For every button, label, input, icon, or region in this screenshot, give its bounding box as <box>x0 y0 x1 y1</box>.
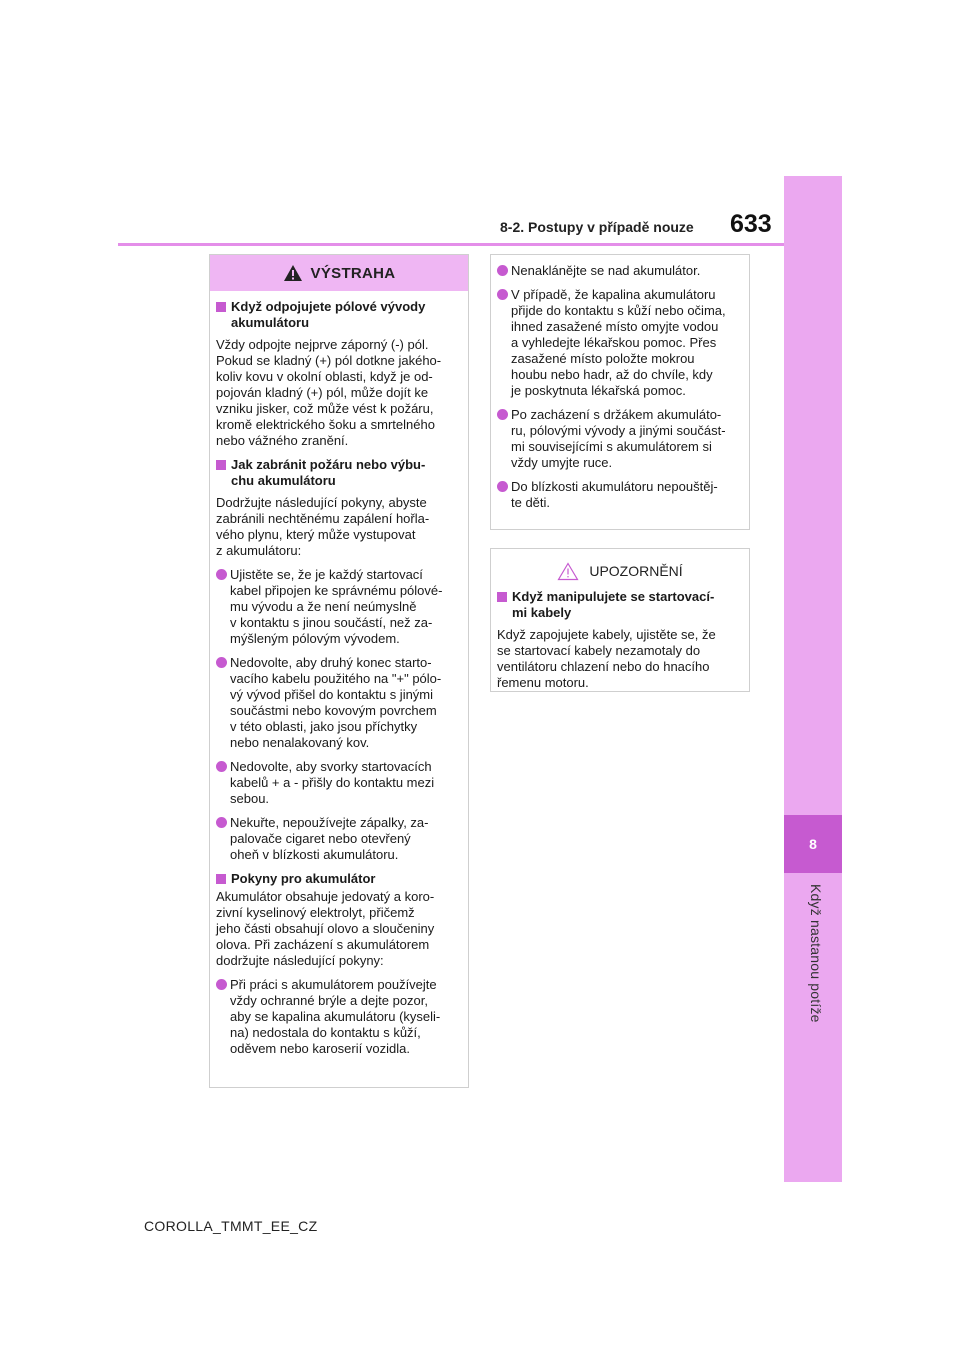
text-line: Nedovolte, aby druhý konec starto- <box>230 655 432 670</box>
bullet-dot-icon <box>216 761 227 772</box>
square-bullet-icon <box>497 592 507 602</box>
text-line: Nedovolte, aby svorky startovacích <box>230 759 432 774</box>
page-number: 633 <box>730 210 772 238</box>
bullet-dot-icon <box>216 979 227 990</box>
text-line: zivní kyselinový elektrolyt, přičemž <box>216 905 415 920</box>
text-line: kabelů + a - přišly do kontaktu mezi <box>230 775 435 790</box>
bullet-item <box>497 263 745 279</box>
heading-lines <box>231 871 375 887</box>
text-line: součástmi nebo kovovým povrchem <box>230 703 437 718</box>
bullet-text <box>230 567 442 647</box>
chapter-number: 8 <box>784 815 842 873</box>
bullet-item <box>216 567 464 647</box>
text-line: akumulátoru <box>231 315 310 330</box>
text-line: zabránili nechtěnému zapálení hořla- <box>216 511 430 526</box>
bullet-text <box>511 407 726 471</box>
warning-triangle-icon <box>283 264 303 282</box>
bullet-dot-icon <box>497 409 508 420</box>
text-line: te děti. <box>511 495 551 510</box>
text-line: vzniku jisker, což může vést k požáru, <box>216 401 434 416</box>
text-line: Po zacházení s držákem akumuláto- <box>511 407 722 422</box>
text-line: mýšleným pólovým vývodem. <box>230 631 400 646</box>
bullet-text <box>511 263 700 279</box>
text-line: vého plynu, který může vystupovat <box>216 527 416 542</box>
warning-section1-text <box>216 337 464 449</box>
text-line: nebo vážného zranění. <box>216 433 349 448</box>
document-code: COROLLA_TMMT_EE_CZ <box>144 1218 318 1234</box>
text-line: aby se kapalina akumulátoru (kyseli- <box>230 1009 441 1024</box>
warning-section2-text <box>216 495 464 559</box>
text-line: kabel připojen ke správnému pólové- <box>230 583 443 598</box>
header-rule <box>118 243 784 246</box>
bullet-item <box>216 815 464 863</box>
text-line: koliv kovu v okolní oblasti, když je od- <box>216 369 433 384</box>
text-line: přijde do kontaktu s kůží nebo očima, <box>511 303 726 318</box>
text-line: Ujistěte se, že je každý startovací <box>230 567 423 582</box>
text-line: V případě, že kapalina akumulátoru <box>511 287 716 302</box>
text-line: pojován kladný (+) pól, může dojít ke <box>216 385 429 400</box>
text-line: mi kabely <box>512 605 572 620</box>
text-line: ventilátoru chlazení nebo do hnacího <box>497 659 710 674</box>
warning-box <box>209 254 469 1088</box>
text-line: sebou. <box>230 791 270 806</box>
warning-continued-box <box>490 254 750 530</box>
text-line: nebo nenalakovaný kov. <box>230 735 370 750</box>
text-line: ihned zasažené místo omyjte vodou <box>511 319 719 334</box>
heading-lines <box>231 457 425 489</box>
bullet-dot-icon <box>497 289 508 300</box>
section-title: 8-2. Postupy v případě nouze <box>500 219 694 235</box>
text-line: olova. Při zacházení s akumulátorem <box>216 937 430 952</box>
square-bullet-icon <box>216 460 226 470</box>
bullet-item <box>216 759 464 807</box>
text-line: Když odpojujete pólové vývody <box>231 299 426 314</box>
chapter-title: Když nastanou potíže <box>808 884 824 1023</box>
text-line: kromě elektrického šoku a smrtelného <box>216 417 435 432</box>
text-line: mu vývodu a že není neúmyslně <box>230 599 417 614</box>
text-line: v této oblasti, jako jsou příchytky <box>230 719 418 734</box>
bullet-text <box>511 287 726 399</box>
text-line: Do blízkosti akumulátoru nepouštěj- <box>511 479 718 494</box>
text-line: zasažené místo položte mokrou <box>511 351 695 366</box>
bullet-item <box>216 977 464 1057</box>
continued-bullets <box>497 263 745 511</box>
bullet-item <box>497 407 745 471</box>
warning-content <box>210 299 468 1057</box>
text-line: se startovací kabely nezamotaly do <box>497 643 701 658</box>
notice-header <box>491 553 749 589</box>
text-line: palovače cigaret nebo otevřený <box>230 831 411 846</box>
warning-section2-bullets <box>216 567 464 863</box>
text-line: Pokyny pro akumulátor <box>231 871 376 886</box>
bullet-item <box>497 479 745 511</box>
text-line: Pokud se kladný (+) pól dotkne jakého- <box>216 353 442 368</box>
heading-lines <box>231 299 425 331</box>
text-line: je poskytnuta lékařská pomoc. <box>511 383 686 398</box>
bullet-text <box>230 977 440 1057</box>
bullet-item <box>216 655 464 751</box>
text-line: Nekuřte, nepoužívejte zápalky, za- <box>230 815 429 830</box>
caution-triangle-outline-icon <box>557 562 579 581</box>
warning-title: VÝSTRAHA <box>310 264 396 282</box>
text-line: ru, pólovými vývody a jinými součást- <box>511 423 726 438</box>
notice-text <box>497 627 745 691</box>
notice-box <box>490 548 750 692</box>
continued-content <box>491 263 749 511</box>
text-line: vacího kabelu použitého na "+" pólo- <box>230 671 442 686</box>
warning-section3-heading <box>216 871 464 887</box>
text-line: na) nedostala do kontaktu s kůží, <box>230 1025 421 1040</box>
text-line: houbu nebo hadr, až do chvíle, kdy <box>511 367 713 382</box>
text-line: Nenaklánějte se nad akumulátor. <box>511 263 701 278</box>
text-line: řemenu motoru. <box>497 675 589 690</box>
heading-lines <box>512 589 714 621</box>
text-line: Dodržujte následující pokyny, abyste <box>216 495 427 510</box>
bullet-dot-icon <box>216 657 227 668</box>
bullet-text <box>230 655 441 751</box>
text-line: Při práci s akumulátorem používejte <box>230 977 437 992</box>
bullet-dot-icon <box>216 569 227 580</box>
text-line: jeho části obsahují olovo a sloučeniny <box>216 921 435 936</box>
text-line: z akumulátoru: <box>216 543 302 558</box>
text-line: v kontaktu s jinou součástí, než za- <box>230 615 433 630</box>
warning-section3-text <box>216 889 464 969</box>
square-bullet-icon <box>216 874 226 884</box>
bullet-dot-icon <box>497 265 508 276</box>
bullet-dot-icon <box>216 817 227 828</box>
notice-heading <box>497 589 745 621</box>
warning-header <box>210 255 468 291</box>
notice-title: UPOZORNĚNÍ <box>589 563 683 579</box>
text-line: Když manipulujete se startovací- <box>512 589 715 604</box>
bullet-text <box>511 479 718 511</box>
text-line: mi souvisejícími s akumulátorem si <box>511 439 712 454</box>
bullet-text <box>230 815 428 863</box>
notice-content <box>491 589 749 691</box>
warning-section2-heading <box>216 457 464 489</box>
text-line: a vyhledejte lékařskou pomoc. Přes <box>511 335 717 350</box>
text-line: Vždy odpojte nejprve záporný (-) pól. <box>216 337 429 352</box>
bullet-text <box>230 759 434 807</box>
text-line: vý vývod přišel do kontaktu s jinými <box>230 687 434 702</box>
text-line: oděvem nebo karoserií vozidla. <box>230 1041 410 1056</box>
text-line: vždy ochranné brýle a dejte pozor, <box>230 993 429 1008</box>
text-line: Jak zabránit požáru nebo výbu- <box>231 457 426 472</box>
bullet-item <box>497 287 745 399</box>
text-line: oheň v blízkosti akumulátoru. <box>230 847 399 862</box>
bullet-dot-icon <box>497 481 508 492</box>
text-line: dodržujte následující pokyny: <box>216 953 384 968</box>
warning-section1-heading <box>216 299 464 331</box>
square-bullet-icon <box>216 302 226 312</box>
text-line: chu akumulátoru <box>231 473 336 488</box>
warning-section3-bullets <box>216 977 464 1057</box>
text-line: Akumulátor obsahuje jedovatý a koro- <box>216 889 435 904</box>
text-line: vždy umyjte ruce. <box>511 455 613 470</box>
text-line: Když zapojujete kabely, ujistěte se, že <box>497 627 716 642</box>
